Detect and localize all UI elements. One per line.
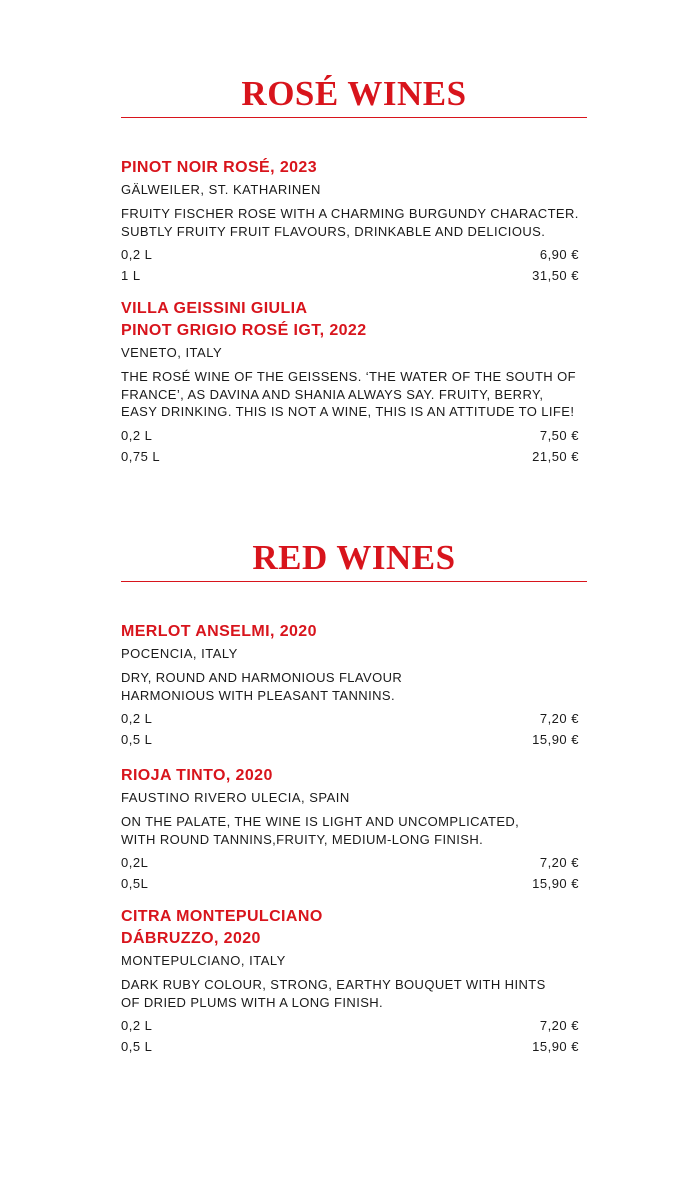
wine-item bbox=[121, 298, 587, 467]
wine-description bbox=[121, 368, 587, 421]
serving-size: 0,5 L bbox=[121, 732, 153, 747]
wine-description bbox=[121, 813, 587, 848]
section-red bbox=[121, 538, 587, 582]
price: 15,90 € bbox=[532, 1039, 579, 1054]
serving-size: 0,2 L bbox=[121, 711, 153, 726]
price-row bbox=[121, 265, 579, 286]
price-row bbox=[121, 729, 579, 750]
section-divider bbox=[121, 581, 587, 582]
section-title: RED WINES bbox=[252, 538, 456, 577]
desc-line: ON THE PALATE, THE WINE IS LIGHT AND UNCOMPLICATED, bbox=[121, 814, 520, 829]
price: 21,50 € bbox=[532, 448, 579, 464]
price-row bbox=[121, 446, 579, 467]
price-list bbox=[121, 244, 587, 286]
section-divider bbox=[121, 117, 587, 118]
desc-line: THE ROSÉ WINE OF THE GEISSENS. ‘THE WATER OF THE SOUTH OF bbox=[121, 369, 576, 384]
wine-origin: MONTEPULCIANO, ITALY bbox=[121, 953, 286, 968]
wine-item bbox=[121, 906, 587, 1057]
wine-description bbox=[121, 205, 587, 240]
serving-size: 0,5L bbox=[121, 876, 149, 891]
wine-origin: FAUSTINO RIVERO ULECIA, SPAIN bbox=[121, 790, 350, 805]
desc-line: SUBTLY FRUITY FRUIT FLAVOURS, DRINKABLE AND DELICIOUS. bbox=[121, 223, 546, 239]
price-row bbox=[121, 425, 579, 446]
price-list bbox=[121, 708, 587, 750]
price-row bbox=[121, 873, 579, 894]
desc-line: FRUITY FISCHER ROSE WITH A CHARMING BURGUNDY CHARACTER. bbox=[121, 206, 579, 221]
wine-name: MERLOT ANSELMI, 2020 bbox=[121, 623, 317, 640]
wine-description bbox=[121, 976, 587, 1011]
price-list bbox=[121, 852, 587, 894]
price-row bbox=[121, 708, 579, 729]
serving-size: 0,5 L bbox=[121, 1039, 153, 1054]
price-row bbox=[121, 244, 579, 265]
wine-name: PINOT NOIR ROSÉ, 2023 bbox=[121, 159, 318, 176]
desc-line: OF DRIED PLUMS WITH A LONG FINISH. bbox=[121, 994, 384, 1010]
serving-size: 0,2L bbox=[121, 855, 149, 870]
price: 7,20 € bbox=[539, 711, 579, 726]
wine-item bbox=[121, 157, 587, 286]
price: 15,90 € bbox=[532, 732, 579, 747]
serving-size: 0,75 L bbox=[121, 448, 161, 464]
desc-line: DARK RUBY COLOUR, STRONG, EARTHY BOUQUET WITH HINTS bbox=[121, 977, 546, 992]
serving-size: 0,2 L bbox=[121, 247, 153, 262]
price: 6,90 € bbox=[539, 247, 579, 262]
wine-origin: POCENCIA, ITALY bbox=[121, 646, 238, 661]
section-rose bbox=[121, 74, 587, 118]
wine-description bbox=[121, 669, 587, 704]
wine-origin: VENETO, ITALY bbox=[121, 345, 223, 360]
desc-line: DRY, ROUND AND HARMONIOUS FLAVOUR bbox=[121, 670, 403, 685]
wine-name: RIOJA TINTO, 2020 bbox=[121, 767, 273, 784]
desc-line: HARMONIOUS WITH PLEASANT TANNINS. bbox=[121, 687, 395, 703]
wine-origin: GÄLWEILER, ST. KATHARINEN bbox=[121, 182, 321, 197]
serving-size: 0,2 L bbox=[121, 1018, 153, 1033]
serving-size: 1 L bbox=[121, 268, 141, 283]
desc-line: EASY DRINKING. THIS IS NOT A WINE, THIS IS AN ATTITUDE TO LIFE! bbox=[121, 404, 575, 419]
wine-name: DÁBRUZZO, 2020 bbox=[121, 930, 261, 947]
price: 31,50 € bbox=[532, 268, 579, 283]
price-row bbox=[121, 1015, 579, 1036]
desc-line: FRANCE’, AS DAVINA AND SHANIA ALWAYS SAY. FRUITY, BERRY, bbox=[121, 386, 544, 402]
wine-name: PINOT GRIGIO ROSÉ IGT, 2022 bbox=[121, 322, 367, 339]
wine-item bbox=[121, 765, 587, 894]
price-list bbox=[121, 1015, 587, 1057]
wine-name: VILLA GEISSINI GIULIA bbox=[121, 300, 308, 317]
wine-name: CITRA MONTEPULCIANO bbox=[121, 908, 323, 925]
wine-item bbox=[121, 621, 587, 750]
price: 7,20 € bbox=[539, 1018, 579, 1033]
desc-line: WITH ROUND TANNINS,FRUITY, MEDIUM-LONG FINISH. bbox=[121, 831, 484, 847]
price: 7,50 € bbox=[539, 427, 579, 443]
price: 15,90 € bbox=[532, 876, 579, 891]
serving-size: 0,2 L bbox=[121, 427, 153, 443]
section-title: ROSÉ WINES bbox=[241, 74, 467, 113]
price-list bbox=[121, 425, 587, 467]
price-row bbox=[121, 852, 579, 873]
price-row bbox=[121, 1036, 579, 1057]
price: 7,20 € bbox=[539, 855, 579, 870]
